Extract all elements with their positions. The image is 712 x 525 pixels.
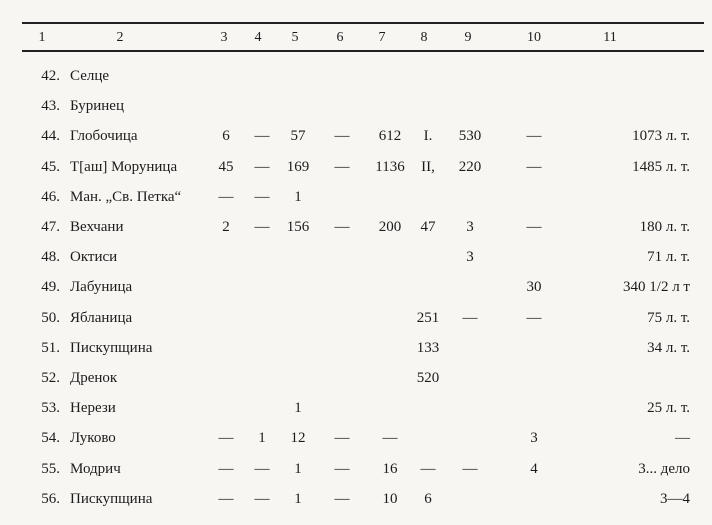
row-value-c7: 200 xyxy=(378,219,402,235)
row-value-c9: 220 xyxy=(458,158,482,175)
row-value-c5: 1 xyxy=(294,400,302,417)
column-header-3: 3 xyxy=(220,30,228,45)
row-value-c8: 251 xyxy=(416,309,440,326)
row-place-name: Вехчани xyxy=(70,219,124,235)
row-value-c3: — xyxy=(218,188,234,205)
row-value-c11: 75 л. т. xyxy=(647,309,690,326)
row-place-name: Селце xyxy=(70,68,110,84)
table-row xyxy=(0,185,712,209)
table-row xyxy=(0,396,712,420)
row-value-c5: 57 xyxy=(290,128,306,145)
row-value-c5: 156 xyxy=(286,219,310,235)
row-value-c11: 340 1/2 л т xyxy=(623,279,690,296)
row-value-c6: — xyxy=(334,158,350,175)
row-value-c9: — xyxy=(462,460,478,477)
row-number: 48. xyxy=(41,249,60,266)
row-value-c3: 45 xyxy=(218,158,234,175)
table-row xyxy=(0,94,712,118)
row-value-c8: I. xyxy=(423,128,433,145)
row-number: 47. xyxy=(41,219,60,235)
table-row xyxy=(0,155,712,179)
row-value-c6: — xyxy=(334,460,350,477)
row-value-c6: — xyxy=(334,128,350,145)
row-number: 51. xyxy=(41,339,60,356)
row-value-c5: 12 xyxy=(290,430,306,447)
table-row xyxy=(0,426,712,450)
row-value-c9: 3 xyxy=(466,219,474,235)
row-value-c11: 25 л. т. xyxy=(647,400,690,417)
row-value-c11: 71 л. т. xyxy=(647,249,690,266)
row-number: 56. xyxy=(41,490,60,507)
row-place-name: Лабуница xyxy=(70,279,133,296)
row-value-c11: 1073 л. т. xyxy=(632,128,690,145)
row-number: 42. xyxy=(41,68,60,84)
row-number: 50. xyxy=(41,309,60,326)
row-place-name: Глобочица xyxy=(70,128,138,145)
table-row xyxy=(0,487,712,511)
row-value-c9: 530 xyxy=(458,128,482,145)
table-row xyxy=(0,306,712,330)
column-header-8: 8 xyxy=(420,30,428,45)
row-value-c10: — xyxy=(526,158,542,175)
row-number: 55. xyxy=(41,460,60,477)
table-row xyxy=(0,215,712,239)
row-value-c10: — xyxy=(526,219,542,235)
row-value-c5: 1 xyxy=(294,460,302,477)
row-value-c6: — xyxy=(334,490,350,507)
table-row xyxy=(0,124,712,148)
table-row xyxy=(0,366,712,390)
row-place-name: Октиси xyxy=(70,249,118,266)
row-value-c8: 520 xyxy=(416,370,440,386)
column-header-11: 11 xyxy=(603,30,617,45)
row-value-c7: — xyxy=(382,430,398,447)
table-row xyxy=(0,275,712,299)
row-value-c3: 6 xyxy=(222,128,230,145)
row-place-name: Нерези xyxy=(70,400,116,417)
column-header-9: 9 xyxy=(464,30,472,45)
row-value-c4: — xyxy=(254,219,270,235)
row-value-c7: 612 xyxy=(378,128,402,145)
table-row xyxy=(0,64,712,88)
column-header-6: 6 xyxy=(336,30,344,45)
row-value-c3: — xyxy=(218,490,234,507)
table-row xyxy=(0,457,712,481)
row-number: 53. xyxy=(41,400,60,417)
row-value-c7: 16 xyxy=(382,460,398,477)
row-value-c3: — xyxy=(218,430,234,447)
row-value-c6: — xyxy=(334,430,350,447)
row-value-c11: — xyxy=(675,430,690,447)
row-value-c4: — xyxy=(254,490,270,507)
row-value-c10: 4 xyxy=(530,460,538,477)
row-value-c8: II, xyxy=(421,158,435,175)
row-number: 43. xyxy=(41,98,60,115)
row-place-name: Пискупщина xyxy=(70,490,153,507)
row-value-c5: 169 xyxy=(286,158,310,175)
table-header-rule xyxy=(22,50,704,52)
row-place-name: Модрич xyxy=(70,460,121,477)
row-value-c5: 1 xyxy=(294,188,302,205)
row-value-c8: 133 xyxy=(416,339,440,356)
row-value-c10: — xyxy=(526,309,542,326)
row-value-c10: 30 xyxy=(526,279,542,296)
row-place-name: Дренок xyxy=(70,370,118,386)
row-value-c4: — xyxy=(254,460,270,477)
row-value-c9: — xyxy=(462,309,478,326)
row-value-c11: 3... дело xyxy=(638,460,690,477)
column-header-5: 5 xyxy=(291,30,299,45)
row-value-c8: 6 xyxy=(424,490,432,507)
row-value-c11: 1485 л. т. xyxy=(632,158,690,175)
row-number: 54. xyxy=(41,430,60,447)
row-value-c10: — xyxy=(526,128,542,145)
row-value-c3: 2 xyxy=(222,219,230,235)
row-place-name: Т[аш] Моруница xyxy=(70,158,178,175)
row-place-name: Ман. „Св. Петка“ xyxy=(70,188,182,205)
row-value-c8: — xyxy=(420,460,436,477)
column-header-7: 7 xyxy=(378,30,386,45)
row-number: 46. xyxy=(41,188,60,205)
row-value-c11: 180 л. т. xyxy=(639,219,690,235)
row-value-c6: — xyxy=(334,219,350,235)
row-value-c4: — xyxy=(254,188,270,205)
row-value-c8: 47 xyxy=(420,219,436,235)
row-value-c9: 3 xyxy=(466,249,474,266)
row-place-name: Буринец xyxy=(70,98,124,115)
row-value-c3: — xyxy=(218,460,234,477)
column-header-2: 2 xyxy=(116,30,124,45)
row-number: 49. xyxy=(41,279,60,296)
row-place-name: Луково xyxy=(70,430,116,447)
row-place-name: Ябланица xyxy=(70,309,133,326)
table-row xyxy=(0,336,712,360)
row-value-c7: 10 xyxy=(382,490,398,507)
row-value-c11: 3—4 xyxy=(660,490,690,507)
column-header-4: 4 xyxy=(254,30,262,45)
row-number: 52. xyxy=(41,370,60,386)
row-value-c4: 1 xyxy=(258,430,266,447)
row-value-c10: 3 xyxy=(530,430,538,447)
row-value-c7: 1136 xyxy=(375,158,405,175)
row-value-c4: — xyxy=(254,128,270,145)
row-value-c4: — xyxy=(254,158,270,175)
column-header-10: 10 xyxy=(527,30,541,45)
row-place-name: Пискупщина xyxy=(70,339,153,356)
table-top-rule xyxy=(22,22,704,24)
row-value-c5: 1 xyxy=(294,490,302,507)
table-row xyxy=(0,245,712,269)
row-number: 44. xyxy=(41,128,60,145)
table-header xyxy=(0,28,712,48)
column-header-1: 1 xyxy=(38,30,46,45)
row-number: 45. xyxy=(41,158,60,175)
row-value-c11: 34 л. т. xyxy=(647,339,690,356)
